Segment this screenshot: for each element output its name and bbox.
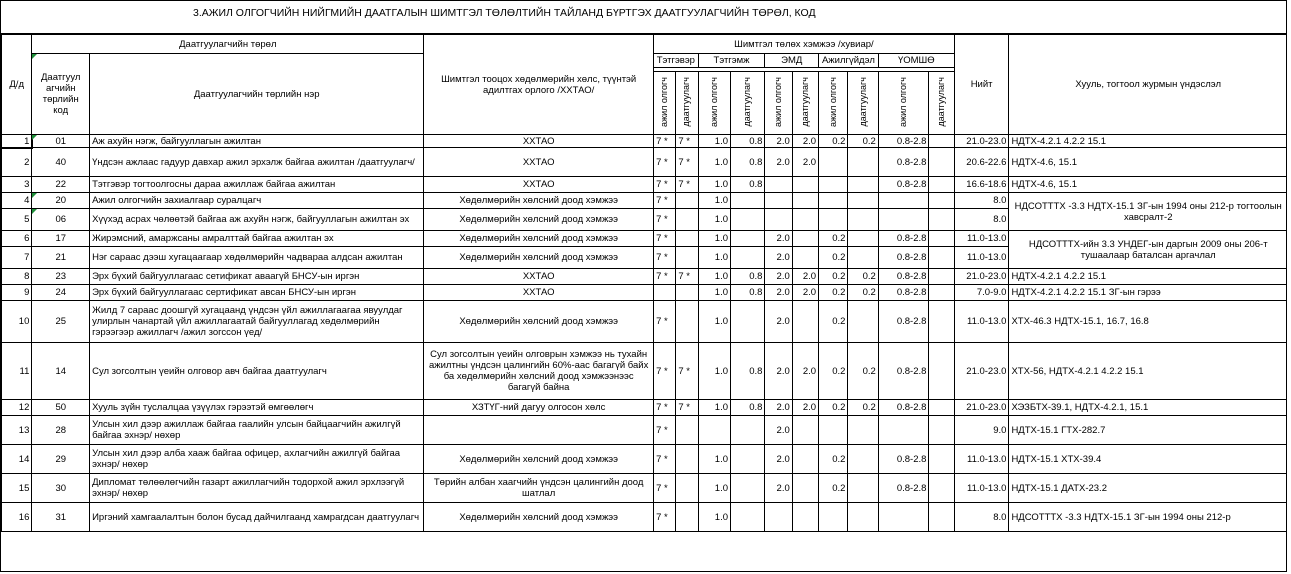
cell-unemployment-employer[interactable] [819, 503, 848, 532]
cell-injury-employer[interactable]: 0.8-2.8 [878, 177, 929, 193]
cell-benefit-insured[interactable]: 0.8 [731, 400, 765, 416]
cell-name[interactable]: Иргэний хамгаалалтын болон бусад дайчилгаанд хамрагдсан даатгуулагч [90, 503, 424, 532]
table-row[interactable] [2, 193, 1288, 209]
table-row[interactable] [2, 135, 1288, 148]
cell-num[interactable]: 15 [2, 474, 32, 503]
cell-total[interactable]: 7.0-9.0 [954, 285, 1009, 301]
cell-injury-insured[interactable] [929, 177, 954, 193]
cell-injury-employer[interactable]: 0.8-2.8 [878, 269, 929, 285]
header-num[interactable]: Д/д [2, 35, 32, 135]
header-health-employer[interactable]: ажил олгогч [765, 72, 792, 135]
cell-unemployment-insured[interactable]: 0.2 [848, 343, 878, 400]
cell-unemployment-employer[interactable]: 0.2 [819, 445, 848, 474]
cell-code[interactable]: 40 [32, 148, 90, 177]
cell-code[interactable]: 25 [32, 301, 90, 343]
cell-health-employer[interactable] [765, 177, 792, 193]
cell-code[interactable]: 17 [32, 231, 90, 247]
cell-name[interactable]: Эрх бүхий байгууллагаас сертификат авсан БНСУ-ын иргэн [90, 285, 424, 301]
cell-unemployment-employer[interactable]: 0.2 [819, 343, 848, 400]
cell-pension-employer[interactable]: 7 * [654, 231, 676, 247]
cell-health-employer[interactable]: 2.0 [765, 285, 792, 301]
header-group-unemployment[interactable]: Ажилгүйдэл [819, 54, 879, 68]
cell-unemployment-insured[interactable] [848, 301, 878, 343]
cell-benefit-employer[interactable]: 1.0 [698, 285, 730, 301]
cell-pension-employer[interactable]: 7 * [654, 503, 676, 532]
cell-health-employer[interactable] [765, 209, 792, 231]
cell-pension-employer[interactable]: 7 * [654, 301, 676, 343]
cell-num[interactable]: 3 [2, 177, 32, 193]
cell-benefit-employer[interactable]: 1.0 [698, 474, 730, 503]
cell-pension-insured[interactable] [676, 193, 698, 209]
cell-name[interactable]: Жилд 7 сараас доошгүй хугацаанд үндсэн үйл ажиллагаагаа явуулдаг улирлын чанартай үйл ажиллагаатай байгууллагад хөдөлмөрийн гэрээгээр ажиллагч /ажил зогссон үед/ [90, 301, 424, 343]
cell-base[interactable]: Хөдөлмөрийн хөлсний доод хэмжээ [424, 247, 654, 269]
cell-benefit-employer[interactable]: 1.0 [698, 400, 730, 416]
cell-base[interactable]: ХХТАО [424, 135, 654, 148]
cell-benefit-insured[interactable] [731, 231, 765, 247]
cell-injury-insured[interactable] [929, 285, 954, 301]
cell-pension-insured[interactable] [676, 285, 698, 301]
cell-pension-employer[interactable]: 7 * [654, 416, 676, 445]
cell-law[interactable]: НДТХ-15.1 ГТХ-282.7 [1009, 416, 1287, 445]
cell-pension-insured[interactable]: 7 * [676, 343, 698, 400]
cell-total[interactable]: 11.0-13.0 [954, 474, 1009, 503]
table-row[interactable] [2, 343, 1288, 400]
cell-pension-employer[interactable]: 7 * [654, 400, 676, 416]
cell-benefit-insured[interactable]: 0.8 [731, 177, 765, 193]
header-pension-employer[interactable]: ажил олгогч [654, 72, 676, 135]
cell-code[interactable]: 29 [32, 445, 90, 474]
cell-num[interactable]: 13 [2, 416, 32, 445]
cell-injury-insured[interactable] [929, 343, 954, 400]
cell-code[interactable]: 31 [32, 503, 90, 532]
cell-total[interactable]: 9.0 [954, 416, 1009, 445]
cell-base[interactable]: Хөдөлмөрийн хөлсний доод хэмжээ [424, 445, 654, 474]
table-row[interactable] [2, 400, 1288, 416]
cell-unemployment-insured[interactable] [848, 148, 878, 177]
cell-total[interactable]: 20.6-22.6 [954, 148, 1009, 177]
cell-benefit-insured[interactable] [731, 247, 765, 269]
cell-name[interactable]: Ажил олгогчийн захиалгаар суралцагч [90, 193, 424, 209]
cell-base[interactable]: ХХТАО [424, 148, 654, 177]
cell-health-employer[interactable]: 2.0 [765, 148, 792, 177]
cell-law[interactable]: НДТХ-4.2.1 4.2.2 15.1 [1009, 135, 1287, 148]
cell-injury-employer[interactable]: 0.8-2.8 [878, 474, 929, 503]
header-insured-type[interactable]: Даатгуулагчийн төрөл [32, 35, 424, 54]
cell-num[interactable]: 8 [2, 269, 32, 285]
cell-unemployment-employer[interactable] [819, 416, 848, 445]
cell-num[interactable]: 10 [2, 301, 32, 343]
cell-num[interactable]: 5 [2, 209, 32, 231]
cell-code[interactable]: 14 [32, 343, 90, 400]
cell-base[interactable] [424, 416, 654, 445]
cell-injury-employer[interactable]: 0.8-2.8 [878, 343, 929, 400]
cell-injury-insured[interactable] [929, 269, 954, 285]
table-body [2, 135, 1288, 532]
cell-name[interactable]: Нэг сараас дээш хугацаагаар хөдөлмөрийн чадвараа алдсан ажилтан [90, 247, 424, 269]
cell-name[interactable]: Сул зогсолтын үеийн олговор авч байгаа даатгуулагч [90, 343, 424, 400]
cell-unemployment-insured[interactable]: 0.2 [848, 285, 878, 301]
cell-law[interactable]: НДСОТТТХ-ийн 3.3 УНДЕГ-ын даргын 2009 оны 206-т тушаалаар баталсан аргачлал [1009, 231, 1287, 269]
cell-pension-employer[interactable]: 7 * [654, 148, 676, 177]
cell-num[interactable]: 12 [2, 400, 32, 416]
cell-law[interactable]: НДТХ-15.1 ДАТХ-23.2 [1009, 474, 1287, 503]
cell-name[interactable]: Үндсэн ажлаас гадуур давхар ажил эрхэлж байгаа ажилтан /даатгуулагч/ [90, 148, 424, 177]
cell-health-insured[interactable]: 2.0 [792, 343, 818, 400]
cell-injury-employer[interactable] [878, 193, 929, 209]
cell-name[interactable]: Дипломат төлөөлөгчийн газарт ажиллагчийн тодорхой ажил эрхлээгүй эхнэр/ нөхөр [90, 474, 424, 503]
cell-pension-employer[interactable]: 7 * [654, 474, 676, 503]
cell-health-employer[interactable]: 2.0 [765, 247, 792, 269]
table-row[interactable] [2, 416, 1288, 445]
cell-pension-insured[interactable]: 7 * [676, 177, 698, 193]
header-health-insured[interactable]: даатгуулагч [792, 72, 818, 135]
cell-injury-employer[interactable]: 0.8-2.8 [878, 301, 929, 343]
cell-unemployment-insured[interactable] [848, 177, 878, 193]
cell-benefit-employer[interactable]: 1.0 [698, 148, 730, 177]
cell-health-insured[interactable] [792, 231, 818, 247]
cell-base[interactable]: Хөдөлмөрийн хөлсний доод хэмжээ [424, 209, 654, 231]
cell-injury-employer[interactable]: 0.8-2.8 [878, 285, 929, 301]
cell-benefit-insured[interactable] [731, 193, 765, 209]
cell-name[interactable]: Хууль зүйн туслалцаа үзүүлэх гэрээтэй өмгөөлөгч [90, 400, 424, 416]
cell-health-employer[interactable]: 2.0 [765, 269, 792, 285]
cell-pension-employer[interactable]: 7 * [654, 209, 676, 231]
cell-unemployment-employer[interactable]: 0.2 [819, 301, 848, 343]
cell-pension-employer[interactable]: 7 * [654, 445, 676, 474]
cell-unemployment-insured[interactable] [848, 193, 878, 209]
cell-unemployment-insured[interactable] [848, 474, 878, 503]
cell-pension-insured[interactable]: 7 * [676, 400, 698, 416]
cell-code[interactable]: 06 [32, 209, 90, 231]
cell-law[interactable]: НДТХ-4.6, 15.1 [1009, 148, 1287, 177]
cell-health-insured[interactable] [792, 177, 818, 193]
cell-benefit-insured[interactable] [731, 416, 765, 445]
cell-pension-insured[interactable]: 7 * [676, 135, 698, 148]
cell-unemployment-insured[interactable] [848, 247, 878, 269]
cell-base[interactable]: Хөдөлмөрийн хөлсний доод хэмжээ [424, 301, 654, 343]
cell-num[interactable]: 6 [2, 231, 32, 247]
table-row[interactable] [2, 177, 1288, 193]
cell-base[interactable]: Хөдөлмөрийн хөлсний доод хэмжээ [424, 193, 654, 209]
header-law[interactable]: Хууль, тогтоол журмын үндэслэл [1009, 35, 1287, 135]
table-row[interactable] [2, 285, 1288, 301]
cell-benefit-insured[interactable]: 0.8 [731, 285, 765, 301]
cell-injury-employer[interactable]: 0.8-2.8 [878, 231, 929, 247]
cell-health-insured[interactable]: 2.0 [792, 400, 818, 416]
cell-total[interactable]: 21.0-23.0 [954, 269, 1009, 285]
cell-injury-insured[interactable] [929, 474, 954, 503]
cell-injury-insured[interactable] [929, 135, 954, 148]
cell-base[interactable]: Хөдөлмөрийн хөлсний доод хэмжээ [424, 231, 654, 247]
table-row[interactable] [2, 231, 1288, 247]
cell-benefit-employer[interactable]: 1.0 [698, 445, 730, 474]
cell-unemployment-insured[interactable] [848, 231, 878, 247]
cell-pension-insured[interactable] [676, 247, 698, 269]
cell-health-employer[interactable]: 2.0 [765, 343, 792, 400]
cell-benefit-insured[interactable] [731, 209, 765, 231]
cell-benefit-employer[interactable]: 1.0 [698, 343, 730, 400]
cell-total[interactable]: 16.6-18.6 [954, 177, 1009, 193]
cell-name[interactable]: Жирэмсний, амаржсаны амралттай байгаа ажилтан эх [90, 231, 424, 247]
cell-unemployment-employer[interactable] [819, 148, 848, 177]
cell-name[interactable]: Аж ахуйн нэгж, байгууллагын ажилтан [90, 135, 424, 148]
cell-num[interactable]: 1 [2, 135, 32, 148]
cell-health-employer[interactable]: 2.0 [765, 301, 792, 343]
cell-law[interactable]: НДТХ-15.1 ХТХ-39.4 [1009, 445, 1287, 474]
table-row[interactable] [2, 503, 1288, 532]
cell-unemployment-employer[interactable]: 0.2 [819, 247, 848, 269]
cell-benefit-employer[interactable]: 1.0 [698, 301, 730, 343]
insured-type-table [1, 34, 1287, 532]
cell-pension-employer[interactable] [654, 285, 676, 301]
cell-benefit-insured[interactable] [731, 445, 765, 474]
cell-num[interactable]: 7 [2, 247, 32, 269]
cell-code[interactable]: 20 [32, 193, 90, 209]
cell-unemployment-employer[interactable]: 0.2 [819, 400, 848, 416]
cell-code[interactable]: 21 [32, 247, 90, 269]
cell-law[interactable]: НДСОТТТХ -3.3 НДТХ-15.1 ЗГ-ын 1994 оны 212-р [1009, 503, 1287, 532]
header-unemployment-insured[interactable]: даатгуулагч [848, 72, 878, 135]
cell-code[interactable]: 01 [32, 135, 90, 148]
cell-injury-insured[interactable] [929, 193, 954, 209]
table-row[interactable] [2, 474, 1288, 503]
cell-code[interactable]: 28 [32, 416, 90, 445]
cell-unemployment-employer[interactable] [819, 193, 848, 209]
cell-name[interactable]: Улсын хил дээр алба хааж байгаа офицер, ахлагчийн ажилгүй байгаа эхнэр/ нөхөр [90, 445, 424, 474]
cell-law[interactable]: НДСОТТТХ -3.3 НДТХ-15.1 ЗГ-ын 1994 оны 212-р тогтоолын хавсралт-2 [1009, 193, 1287, 231]
cell-injury-employer[interactable]: 0.8-2.8 [878, 135, 929, 148]
cell-injury-insured[interactable] [929, 416, 954, 445]
cell-injury-employer[interactable] [878, 503, 929, 532]
table-row[interactable] [2, 148, 1288, 177]
table-row[interactable] [2, 301, 1288, 343]
header-rate-group[interactable]: Шимтгэл төлөх хэмжээ /хувиар/ [654, 35, 955, 54]
cell-injury-insured[interactable] [929, 503, 954, 532]
cell-code[interactable]: 23 [32, 269, 90, 285]
cell-health-employer[interactable]: 2.0 [765, 231, 792, 247]
cell-num[interactable]: 14 [2, 445, 32, 474]
cell-injury-insured[interactable] [929, 301, 954, 343]
cell-base[interactable]: Хөдөлмөрийн хөлсний доод хэмжээ [424, 503, 654, 532]
cell-law[interactable]: НДТХ-4.2.1 4.2.2 15.1 ЗГ-ын гэрээ [1009, 285, 1287, 301]
cell-injury-employer[interactable]: 0.8-2.8 [878, 400, 929, 416]
cell-injury-insured[interactable] [929, 445, 954, 474]
cell-pension-employer[interactable]: 7 * [654, 343, 676, 400]
cell-total[interactable]: 21.0-23.0 [954, 135, 1009, 148]
cell-base[interactable]: Төрийн албан хаагчийн үндсэн цалингийн доод шатлал [424, 474, 654, 503]
cell-health-employer[interactable]: 2.0 [765, 135, 792, 148]
cell-total[interactable]: 8.0 [954, 193, 1009, 209]
cell-pension-insured[interactable] [676, 474, 698, 503]
cell-health-insured[interactable] [792, 416, 818, 445]
cell-name[interactable]: Тэтгэвэр тогтоолгосны дараа ажиллаж байгаа ажилтан [90, 177, 424, 193]
cell-code[interactable]: 24 [32, 285, 90, 301]
header-benefit-insured[interactable]: даатгуулагч [731, 72, 765, 135]
cell-law[interactable]: НДТХ-4.2.1 4.2.2 15.1 [1009, 269, 1287, 285]
cell-num[interactable]: 11 [2, 343, 32, 400]
cell-benefit-employer[interactable] [698, 416, 730, 445]
cell-name[interactable]: Хүүхэд асрах чөлөөтэй байгаа аж ахуйн нэгж, байгууллагын ажилтан эх [90, 209, 424, 231]
cell-name[interactable]: Эрх бүхий байгууллагаас сетификат аваагүй БНСУ-ын иргэн [90, 269, 424, 285]
cell-benefit-insured[interactable]: 0.8 [731, 269, 765, 285]
cell-benefit-employer[interactable]: 1.0 [698, 209, 730, 231]
cell-pension-insured[interactable] [676, 301, 698, 343]
cell-benefit-employer[interactable]: 1.0 [698, 193, 730, 209]
cell-pension-insured[interactable] [676, 231, 698, 247]
cell-injury-employer[interactable] [878, 416, 929, 445]
cell-pension-employer[interactable]: 7 * [654, 135, 676, 148]
cell-unemployment-insured[interactable] [848, 445, 878, 474]
cell-code[interactable]: 22 [32, 177, 90, 193]
cell-health-insured[interactable] [792, 247, 818, 269]
cell-benefit-employer[interactable]: 1.0 [698, 269, 730, 285]
cell-total[interactable]: 8.0 [954, 209, 1009, 231]
cell-unemployment-employer[interactable] [819, 209, 848, 231]
header-total[interactable]: Нийт [954, 35, 1009, 135]
cell-benefit-employer[interactable]: 1.0 [698, 135, 730, 148]
cell-unemployment-insured[interactable] [848, 503, 878, 532]
cell-injury-insured[interactable] [929, 209, 954, 231]
cell-injury-insured[interactable] [929, 148, 954, 177]
cell-unemployment-employer[interactable]: 0.2 [819, 285, 848, 301]
cell-name[interactable]: Улсын хил дээр ажиллаж байгаа гаалийн улсын байцаагчийн ажилгүй байгаа эхнэр/ нөхөр [90, 416, 424, 445]
cell-pension-insured[interactable]: 7 * [676, 269, 698, 285]
cell-unemployment-employer[interactable] [819, 177, 848, 193]
cell-benefit-insured[interactable]: 0.8 [731, 343, 765, 400]
header-unemployment-employer[interactable]: ажил олгогч [819, 72, 848, 135]
cell-benefit-insured[interactable]: 0.8 [731, 148, 765, 177]
cell-base[interactable]: ХХТАО [424, 177, 654, 193]
cell-num[interactable]: 2 [2, 148, 32, 177]
cell-base[interactable]: ХХТАО [424, 285, 654, 301]
cell-benefit-employer[interactable]: 1.0 [698, 177, 730, 193]
cell-total[interactable]: 21.0-23.0 [954, 400, 1009, 416]
header-group-benefit[interactable]: Тэтгэмж [698, 54, 765, 68]
cell-unemployment-insured[interactable]: 0.2 [848, 400, 878, 416]
cell-law[interactable]: НДТХ-4.6, 15.1 [1009, 177, 1287, 193]
cell-total[interactable]: 11.0-13.0 [954, 247, 1009, 269]
header-group-injury[interactable]: ҮОМШӨ [878, 54, 954, 68]
header-code[interactable]: Даатгуул агчийн төрлийн код [32, 54, 90, 135]
cell-injury-insured[interactable] [929, 400, 954, 416]
cell-law[interactable]: ХЭЗБТХ-39.1, НДТХ-4.2.1, 15.1 [1009, 400, 1287, 416]
cell-pension-employer[interactable]: 7 * [654, 193, 676, 209]
cell-injury-insured[interactable] [929, 247, 954, 269]
cell-unemployment-insured[interactable]: 0.2 [848, 269, 878, 285]
cell-health-insured[interactable]: 2.0 [792, 269, 818, 285]
cell-injury-employer[interactable] [878, 209, 929, 231]
cell-health-insured[interactable]: 2.0 [792, 285, 818, 301]
table-row[interactable] [2, 445, 1288, 474]
cell-health-insured[interactable] [792, 301, 818, 343]
table-row[interactable] [2, 269, 1288, 285]
cell-base[interactable]: ХХТАО [424, 269, 654, 285]
cell-health-insured[interactable] [792, 474, 818, 503]
cell-total[interactable]: 11.0-13.0 [954, 301, 1009, 343]
cell-base[interactable]: Сул зогсолтын үеийн олговрын хэмжээ нь тухайн ажилтны үндсэн цалингийн 60%-аас багагүй байх ба хөдөлмөрийн хөлсний доод хэмжээнээс багагүй байна [424, 343, 654, 400]
cell-total[interactable]: 11.0-13.0 [954, 231, 1009, 247]
cell-pension-insured[interactable] [676, 445, 698, 474]
cell-code[interactable]: 50 [32, 400, 90, 416]
cell-health-insured[interactable] [792, 209, 818, 231]
cell-pension-insured[interactable]: 7 * [676, 148, 698, 177]
cell-health-insured[interactable] [792, 503, 818, 532]
cell-unemployment-insured[interactable]: 0.2 [848, 135, 878, 148]
cell-injury-insured[interactable] [929, 231, 954, 247]
cell-injury-employer[interactable]: 0.8-2.8 [878, 445, 929, 474]
cell-num[interactable]: 9 [2, 285, 32, 301]
cell-pension-employer[interactable]: 7 * [654, 177, 676, 193]
cell-num[interactable]: 4 [2, 193, 32, 209]
cell-health-insured[interactable]: 2.0 [792, 135, 818, 148]
cell-unemployment-insured[interactable] [848, 416, 878, 445]
cell-benefit-insured[interactable] [731, 301, 765, 343]
cell-unemployment-employer[interactable]: 0.2 [819, 135, 848, 148]
cell-injury-employer[interactable]: 0.8-2.8 [878, 148, 929, 177]
cell-pension-insured[interactable] [676, 416, 698, 445]
cell-health-insured[interactable] [792, 193, 818, 209]
cell-health-employer[interactable]: 2.0 [765, 474, 792, 503]
cell-pension-insured[interactable] [676, 503, 698, 532]
header-group-pension[interactable]: Тэтгэвэр [654, 54, 699, 68]
cell-pension-employer[interactable]: 7 * [654, 269, 676, 285]
cell-benefit-employer[interactable]: 1.0 [698, 231, 730, 247]
header-type-name[interactable]: Даатгуулагчийн төрлийн нэр [90, 54, 424, 135]
cell-benefit-insured[interactable] [731, 503, 765, 532]
cell-law[interactable]: ХТХ-46.3 НДТХ-15.1, 16.7, 16.8 [1009, 301, 1287, 343]
cell-code[interactable]: 30 [32, 474, 90, 503]
cell-health-employer[interactable]: 2.0 [765, 416, 792, 445]
cell-benefit-insured[interactable]: 0.8 [731, 135, 765, 148]
cell-health-employer[interactable] [765, 193, 792, 209]
cell-health-insured[interactable]: 2.0 [792, 148, 818, 177]
header-injury-insured[interactable]: даатгуулагч [929, 72, 954, 135]
cell-benefit-insured[interactable] [731, 474, 765, 503]
cell-pension-employer[interactable]: 7 * [654, 247, 676, 269]
cell-unemployment-employer[interactable]: 0.2 [819, 474, 848, 503]
cell-health-employer[interactable] [765, 503, 792, 532]
cell-benefit-employer[interactable]: 1.0 [698, 503, 730, 532]
page-title: 3.АЖИЛ ОЛГОГЧИЙН НИЙГМИЙН ДААТГАЛЫН ШИМТГЭЛ ТӨЛӨЛТИЙН ТАЙЛАНД БҮРТГЭХ ДААТГУУЛАГЧИЙН ТӨРӨЛ, КОД [193, 7, 816, 19]
cell-law[interactable]: ХТХ-56, НДТХ-4.2.1 4.2.2 15.1 [1009, 343, 1287, 400]
cell-unemployment-employer[interactable]: 0.2 [819, 269, 848, 285]
cell-benefit-employer[interactable]: 1.0 [698, 247, 730, 269]
header-injury-employer[interactable]: ажил олгогч [878, 72, 929, 135]
cell-total[interactable]: 8.0 [954, 503, 1009, 532]
cell-health-employer[interactable]: 2.0 [765, 445, 792, 474]
cell-health-insured[interactable] [792, 445, 818, 474]
cell-unemployment-employer[interactable]: 0.2 [819, 231, 848, 247]
cell-base[interactable]: ХЗТҮГ-ний дагуу олгосон хөлс [424, 400, 654, 416]
cell-total[interactable]: 21.0-23.0 [954, 343, 1009, 400]
cell-injury-employer[interactable]: 0.8-2.8 [878, 247, 929, 269]
header-benefit-employer[interactable]: ажил олгогч [698, 72, 730, 135]
sheet-title-row[interactable] [1, 1, 1286, 34]
cell-pension-insured[interactable] [676, 209, 698, 231]
cell-unemployment-insured[interactable] [848, 209, 878, 231]
cell-health-employer[interactable]: 2.0 [765, 400, 792, 416]
cell-total[interactable]: 11.0-13.0 [954, 445, 1009, 474]
header-pension-insured[interactable]: даатгуулагч [676, 72, 698, 135]
cell-num[interactable]: 16 [2, 503, 32, 532]
header-group-health[interactable]: ЭМД [765, 54, 819, 68]
header-base[interactable]: Шимтгэл тооцох хөдөлмөрийн хөлс, түүнтэй адилтгах орлого /ХХТАО/ [424, 35, 654, 135]
